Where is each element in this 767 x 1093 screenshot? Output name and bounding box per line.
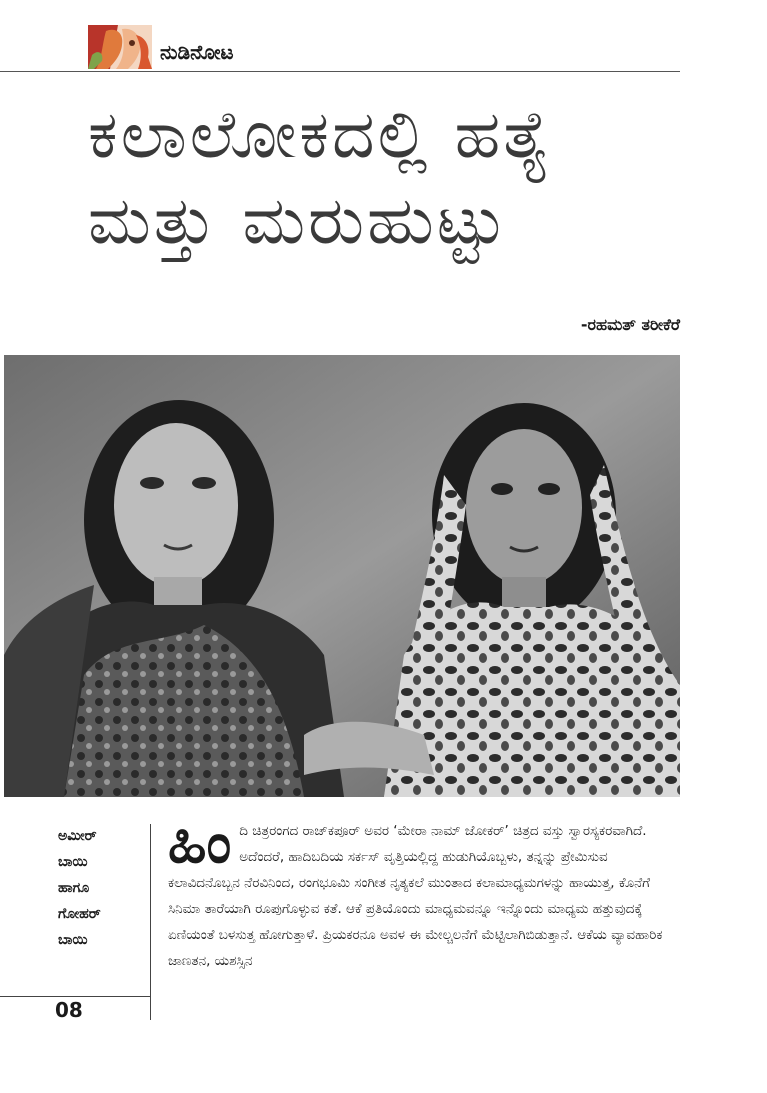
drop-cap: ಹಿಂ (168, 811, 232, 876)
caption-line: ಬಾಯಿ (58, 854, 88, 870)
two-women-portrait-photo (4, 355, 680, 797)
header-rule (0, 71, 680, 72)
footer-rule (0, 996, 150, 997)
section-label: ನುಡಿನೋಟ (160, 40, 234, 64)
article-headline (88, 92, 688, 264)
caption-line: ಬಾಯಿ (58, 932, 88, 948)
column-divider (150, 824, 151, 1020)
article-paragraph: ದಿ ಚಿತ್ರರಂಗದ ರಾಜ್‌ಕಪೂರ್ ಅವರ ‘ಮೇರಾ ನಾಮ್ ಜೋಕರ್’ ಚಿತ್ರದ ವಸ್ತು ಸ್ವಾರಸ್ಯಕರವಾಗಿದೆ. ಅದೆಂದರೆ, ಹಾದಿಬದಿಯ ಸರ್ಕಸ್ ವೃತ್ತಿಯಲ್ಲಿದ್ದ ಹುಡುಗಿಯೊಬ್ಬಳು, ತನ್ನನ್ನು ಪ್ರೇಮಿಸುವ ಕಲಾವಿದನೊಬ್ಬನ ನೆರವಿನಿಂದ, ರಂಗಭೂಮಿ ಸಂಗೀತ ನೃತ್ಯಕಲೆ ಮುಂತಾದ ಕಲಾಮಾಧ್ಯಮಗಳನ್ನು ಹಾಯುತ್ತ, ಕೊನೆಗೆ ಸಿನಿಮಾ ತಾರೆಯಾಗಿ ರೂಪುಗೊಳ್ಳುವ ಕತೆ. ಆಕೆ ಪ್ರತಿಯೊಂದು ಮಾಧ್ಯಮವನ್ನೂ ಇನ್ನೊಂದು ಮಾಧ್ಯಮ ಹತ್ತುವುದಕ್ಕೆ ಏಣಿಯಂತೆ ಬಳಸುತ್ತ ಹೋಗುತ್ತಾಳೆ. ಪ್ರಿಯಕರನೂ ಅವಳ ಈ ಮೇಲ್ಚಲನೆಗೆ ಮೆಟ್ಟಿಲಾಗಿಬಿಡುತ್ತಾನೆ. ಆಕೆಯ ವ್ಯಾವಹಾರಿಕ ಜಾಣತನ, ಯಶಸ್ಸಿನ (168, 823, 663, 969)
headline-line-1: ಕಲಾಲೋಕದಲ್ಲಿ ಹತ್ಯೆ (88, 96, 553, 173)
author-byline: -ರಹಮತ್ ತರೀಕೆರೆ (580, 315, 680, 334)
photo-caption (58, 823, 138, 953)
women-faces-logo-icon (88, 25, 152, 69)
headline-line-2: ಮತ್ತು ಮರುಹುಟ್ಟು (88, 182, 509, 259)
article-body (168, 811, 680, 974)
page-number: 08 (55, 998, 83, 1022)
caption-line: ಅಮೀರ್ (58, 828, 97, 844)
caption-line: ಗೋಹರ್ (58, 906, 101, 922)
caption-line: ಹಾಗೂ (58, 880, 90, 896)
